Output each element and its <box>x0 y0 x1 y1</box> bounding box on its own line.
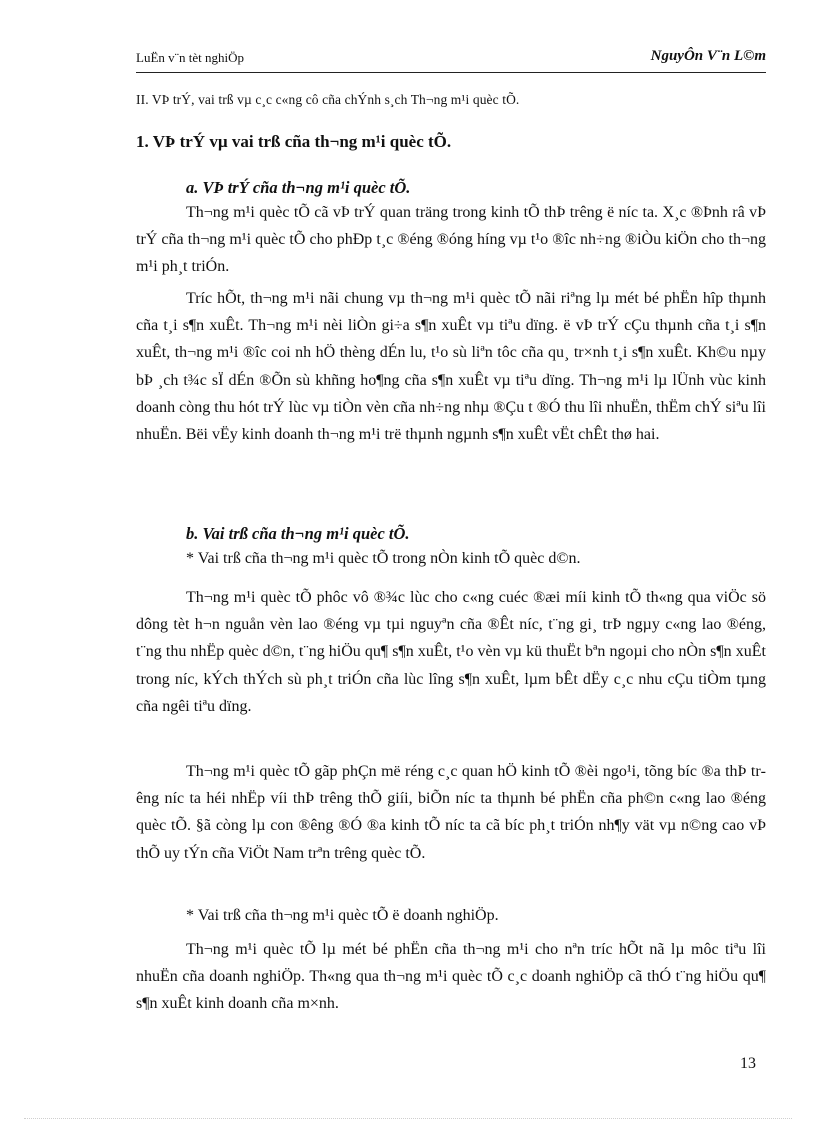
footer-divider <box>24 1118 792 1119</box>
page-number: 13 <box>740 1055 756 1072</box>
paragraph-2: Tríc hÕt, th¬ng m¹i nãi chung vµ th¬ng m¹i quèc tÕ nãi riªng lµ mét bé phËn hîp thµnh cña t¸i s¶n xuÊt. Th¬ng m¹i nèi liÒn gi÷a s¶n xuÊt vµ tiªu dïng. ë vÞ trÝ cÇu thµnh cña t¸i s¶n xuÊt, th¬ng m¹i ®îc coi nh hÖ thèng dÉn lu, t¹o sù liªn tôc cña qu¸ tr×nh t¸i s¶n xuÊt. Kh©u nµy bÞ ¸ch t¾c sÏ dÉn ®Õn sù khñng ho¶ng cña s¶n xuÊt vµ tiªu dïng. Th¬ng m¹i lµ lÜnh vùc kinh doanh còng thu hót trÝ lùc vµ tiÒn vèn cña nh÷ng nhµ ®Çu t ®Ó thu lîi nhuËn, thËm chÝ siªu lîi nhuËn. Bëi vËy kinh doanh th¬ng m¹i trë thµnh ngµnh s¶n xuÊt vËt chÊt thø hai. <box>136 290 766 444</box>
header-author-name: NguyÔn V¨n L©m <box>650 48 766 64</box>
paragraph-1: Th¬ng m¹i quèc tÕ cã vÞ trÝ quan träng trong kinh tÕ thÞ trêng ë níc ta. X¸c ®Þnh râ vÞ trÝ cña th¬ng m¹i quèc tÕ cho phÐp t¸c ®éng ®óng híng vµ t¹o ®îc nh÷ng ®iÒu kiÖn cho th¬ng m¹i ph¸t triÓn. <box>136 204 766 276</box>
paragraph-4: Th¬ng m¹i quèc tÕ phôc vô ®¾c lùc cho c«ng cuéc ®æi míi kinh tÕ th«ng qua viÖc sö dông tèt h¬n nguån vèn lao ®éng vµ tµi nguyªn cña ®Êt níc, t¨ng gi¸ trÞ ngµy c«ng lao ®éng, t¨ng thu nhËp quèc d©n, t¨ng hiÖu qu¶ s¶n xuÊt, t¹o vèn vµ kü thuËt bªn ngoµi cho nÒn s¶n xuÊt trong níc, kÝch thÝch sù ph¸t triÓn cña lùc lîng s¶n xuÊt, lµm bÊt dËy c¸c nhu cÇu tiÒm tµng cña ngêi tiªu dïng. <box>136 589 766 715</box>
section-title: II. VÞ trÝ, vai trß vµ c¸c c«ng cô cña chÝnh s¸ch Th¬ng m¹i quèc tÕ. <box>136 92 520 107</box>
subheading-b: b. Vai trß cña th¬ng m¹i quèc tÕ. <box>186 524 410 543</box>
subheading-a: a. VÞ trÝ cña th¬ng m¹i quèc tÕ. <box>186 178 411 197</box>
header-thesis-label: LuËn v¨n tèt nghiÖp <box>136 50 244 65</box>
paragraph-5: Th¬ng m¹i quèc tÕ gãp phÇn më réng c¸c quan hÖ kinh tÕ ®èi ngo¹i, tõng bíc ®a thÞ trêng níc ta héi nhËp víi thÞ trêng thÕ giíi, biÕn níc ta thµnh bé phËn cña ph©n c«ng lao ®éng quèc tÕ. §ã còng lµ con ®êng ®Ó ®a kinh tÕ níc ta cã bíc ph¸t triÓn nh¶y vät vµ n©ng cao vÞ thÕ uy tÝn cña ViÖt Nam trªn trêng quèc tÕ. <box>136 763 766 862</box>
paragraph-6-bullet: * Vai trß cña th¬ng m¹i quèc tÕ ë doanh nghiÖp. <box>186 907 499 924</box>
paragraph-3-bullet: * Vai trß cña th¬ng m¹i quèc tÕ trong nÒn kinh tÕ quèc d©n. <box>186 550 581 567</box>
paragraph-7: Th¬ng m¹i quèc tÕ lµ mét bé phËn cña th¬ng m¹i cho nªn tríc hÕt nã lµ môc tiªu lîi nhuËn cña doanh nghiÖp. Th«ng qua th¬ng m¹i quèc tÕ c¸c doanh nghiÖp cã thÓ t¨ng hiÖu qu¶ s¶n xuÊt kinh doanh cña m×nh. <box>136 941 766 1013</box>
chapter-heading: 1. VÞ trÝ vµ vai trß cña th¬ng m¹i quèc tÕ. <box>136 132 452 151</box>
page-header <box>136 48 766 72</box>
header-divider <box>136 72 766 73</box>
